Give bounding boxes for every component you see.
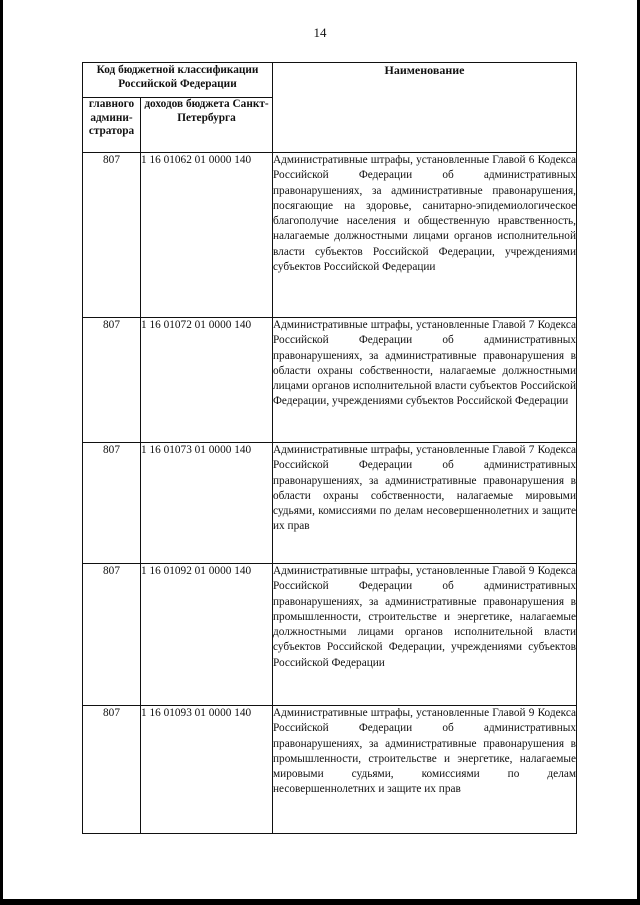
admin-code: 807 xyxy=(83,318,141,443)
revenue-name: Административные штрафы, установленные Главой 9 Кодекса Российской Федерации об административных правонарушениях, за административные правонарушения в промышленности, строительстве и энергетике, налагаемые должностными лицами органов исполнительной власти субъектов Российской Федерации, учреждениями субъектов Российской Федерации xyxy=(273,564,577,706)
revenue-name: Административные штрафы, установленные Главой 7 Кодекса Российской Федерации об административных правонарушениях, за административные правонарушения в области охраны собственности, налагаемые мировыми судьями, комиссиями по делам несовершеннолетних и защите их прав xyxy=(273,443,577,564)
table-row xyxy=(83,153,577,318)
scan-border-bottom xyxy=(0,899,640,905)
table-row xyxy=(83,564,577,706)
admin-code: 807 xyxy=(83,564,141,706)
header-chief-administrator: главного админи-стратора xyxy=(83,98,141,153)
table-row xyxy=(83,318,577,443)
budget-classification-table xyxy=(82,62,577,834)
page-number: 14 xyxy=(313,25,327,40)
budget-code: 1 16 01072 01 0000 140 xyxy=(141,318,273,443)
revenue-name: Административные штрафы, установленные Главой 7 Кодекса Российской Федерации об административных правонарушениях, за административные правонарушения в области охраны собственности, налагаемые должностными лицами органов исполнительной власти субъектов Российской Федерации, учреждениями субъектов Российской Федерации xyxy=(273,318,577,443)
revenue-name: Административные штрафы, установленные Главой 6 Кодекса Российской Федерации об административных правонарушениях, за административные правонарушения, посягающие на здоровье, санитарно-эпидемиологическое благополучие населения и общественную нравственность, налагаемые должностными лицами органов исполнительной власти субъектов Российской Федерации, учреждениями субъектов Российской Федерации xyxy=(273,153,577,318)
table-row xyxy=(83,706,577,834)
admin-code: 807 xyxy=(83,153,141,318)
budget-code: 1 16 01062 01 0000 140 xyxy=(141,153,273,318)
table-row xyxy=(83,443,577,564)
header-classification-code: Код бюджетной классификации Российской Федерации xyxy=(83,63,273,98)
revenue-name: Административные штрафы, установленные Главой 9 Кодекса Российской Федерации об административных правонарушениях, за административные правонарушения в промышленности, строительстве и энергетике, налагаемые мировыми судьями, комиссиями по делам несовершеннолетних и защите их прав xyxy=(273,706,577,834)
scan-border-left xyxy=(0,0,3,900)
header-name: Наименование xyxy=(273,63,577,153)
budget-code: 1 16 01092 01 0000 140 xyxy=(141,564,273,706)
budget-code: 1 16 01093 01 0000 140 xyxy=(141,706,273,834)
admin-code: 807 xyxy=(83,443,141,564)
header-budget-income: доходов бюджета Санкт-Петербурга xyxy=(141,98,273,153)
budget-code: 1 16 01073 01 0000 140 xyxy=(141,443,273,564)
admin-code: 807 xyxy=(83,706,141,834)
